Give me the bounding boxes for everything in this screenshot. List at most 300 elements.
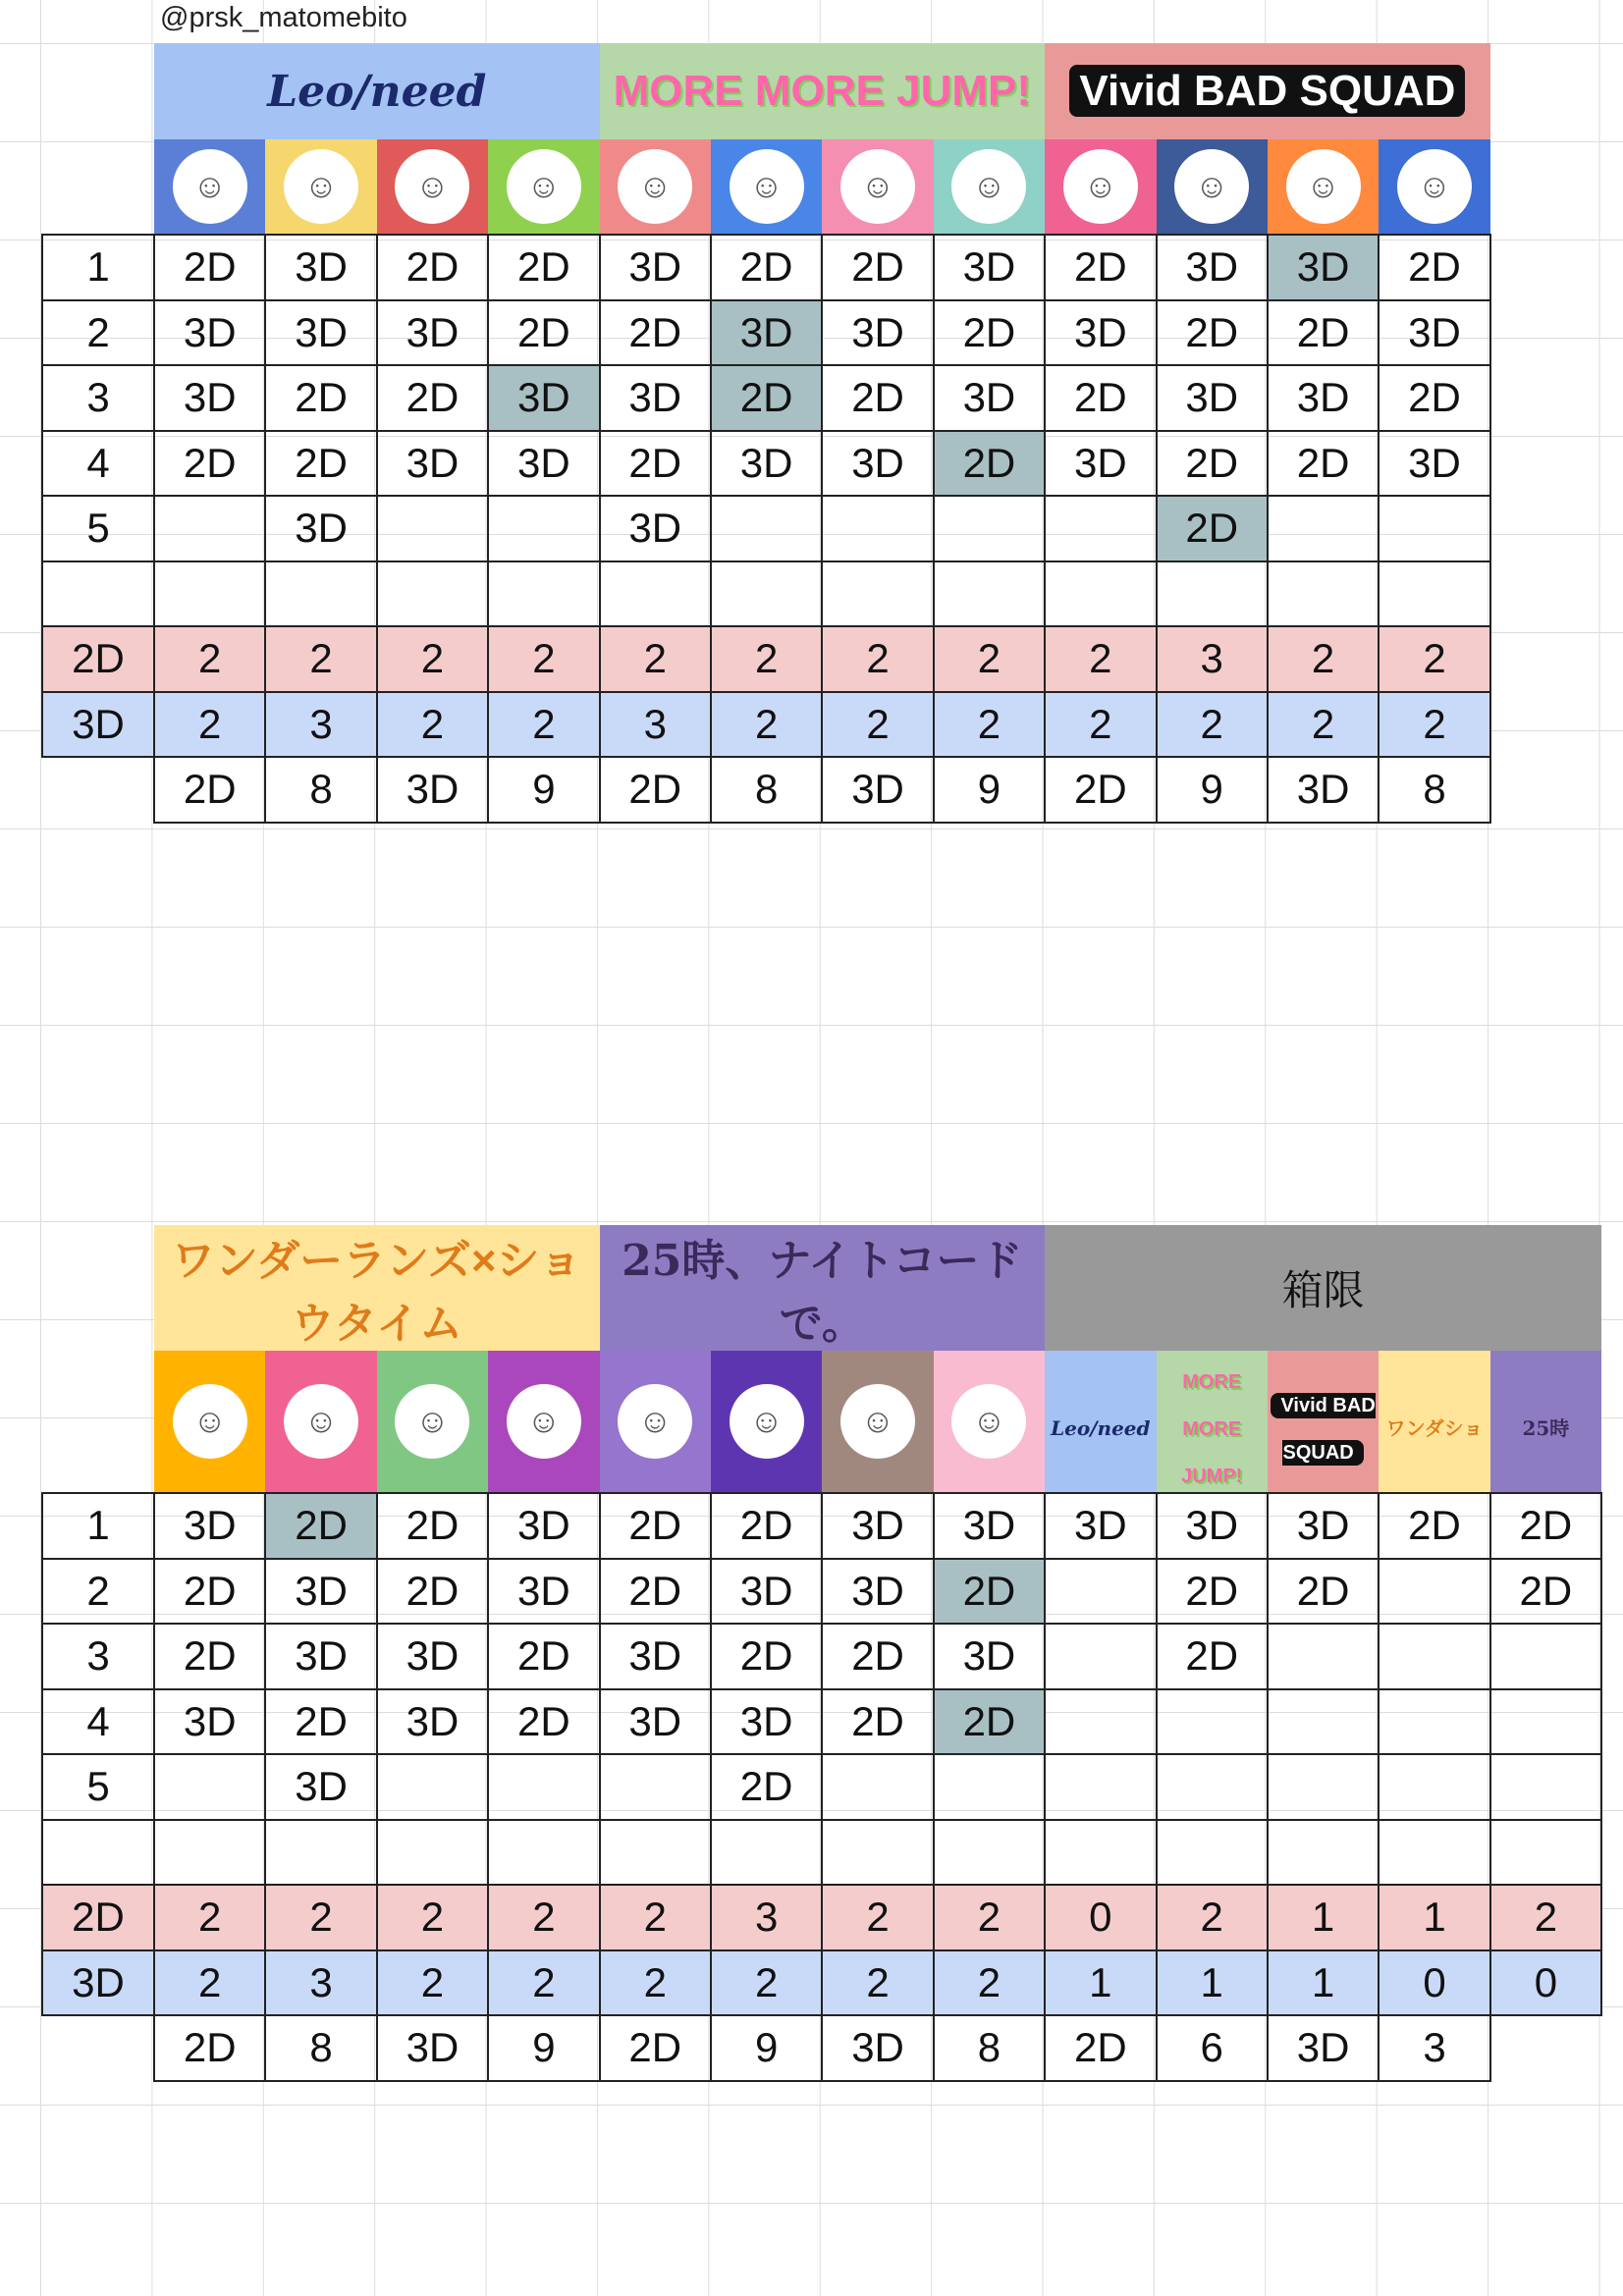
summary-cell: 2D [1045,2015,1156,2081]
row-label: 4 [42,1689,154,1755]
character-avatar-icon: ☺ [173,1384,247,1459]
summary-cell: 2D [154,2015,265,2081]
value-cell [1490,1689,1601,1755]
count_3d-cell: 3 [600,692,711,758]
count_2d-cell: 2 [154,626,265,692]
value-cell: 3D [600,1624,711,1689]
count_2d-row [42,1885,1601,1950]
row-label: 2 [42,300,154,366]
value-cell: 2D [1157,1559,1268,1625]
count_3d-cell: 2 [1268,692,1379,758]
value-cell: 3D [1268,1493,1379,1559]
box-unit-logo: Leo/need [1051,1416,1151,1440]
value-cell: 2D [377,235,488,300]
character-avatar-icon: ☺ [951,1384,1026,1459]
data-row [42,1559,1601,1625]
value-cell [1045,496,1156,561]
count_3d-cell: 2 [711,692,822,758]
character-icon-cell [600,139,711,235]
value-cell [822,1754,933,1820]
corner-cell [42,139,154,235]
value-cell: 2D [934,431,1045,497]
character-avatar-icon: ☺ [951,149,1026,224]
count_2d-row [42,626,1490,692]
value-cell [1045,1689,1156,1755]
character-avatar-icon: ☺ [618,1384,692,1459]
character-icon-cell [1379,139,1489,235]
value-cell [1045,1559,1156,1625]
summary-row [42,2015,1601,2081]
value-cell [822,1820,933,1886]
value-cell: 3D [377,431,488,497]
value-cell: 2D [711,235,822,300]
character-icon-cell [488,139,599,235]
count_2d-cell: 3 [1157,626,1268,692]
row-label: 5 [42,1754,154,1820]
count_2d-cell: 2 [934,1885,1045,1950]
count_2d-cell: 2 [600,1885,711,1950]
value-cell: 3D [1157,365,1268,431]
value-cell: 3D [711,1559,822,1625]
character-icon-cell [265,139,376,235]
count_3d-cell: 2 [488,1950,599,2016]
corner-cell [42,43,154,139]
row-label: 5 [42,496,154,561]
summary-cell: 6 [1157,2015,1268,2081]
value-cell: 2D [154,1559,265,1625]
count_2d-cell: 2 [265,1885,376,1950]
data-row [42,1820,1601,1886]
character-icon-row [42,1351,1601,1493]
summary-cell: 2D [154,757,265,823]
value-cell [377,561,488,627]
value-cell: 3D [377,1624,488,1689]
character-avatar-icon: ☺ [1063,149,1138,224]
value-cell [1379,1820,1489,1886]
value-cell: 3D [1045,431,1156,497]
count_3d-cell: 2 [822,1950,933,2016]
summary-cell: 8 [711,757,822,823]
count_3d-cell: 3 [265,692,376,758]
summary-cell: 9 [488,2015,599,2081]
count_3d-cell: 2 [934,692,1045,758]
summary-cell [1490,2015,1601,2081]
character-avatar-icon: ☺ [395,1384,469,1459]
value-cell: 2D [934,1559,1045,1625]
character-avatar-icon: ☺ [1286,149,1361,224]
count_2d-cell: 2 [1490,1885,1601,1950]
row-label: 3 [42,365,154,431]
value-cell: 3D [154,1493,265,1559]
value-cell: 3D [1379,300,1489,366]
count_3d-cell: 2 [154,1950,265,2016]
value-cell: 3D [934,1624,1045,1689]
value-cell [154,496,265,561]
value-cell: 3D [488,1493,599,1559]
value-cell [822,561,933,627]
unit-header-1 [600,43,1046,139]
value-cell [1268,1689,1379,1755]
count_3d-label: 3D [42,1950,154,2016]
count_2d-cell: 2 [934,626,1045,692]
value-cell: 3D [154,1689,265,1755]
value-cell [1268,1820,1379,1886]
value-cell [265,561,376,627]
value-cell: 2D [600,1559,711,1625]
data-row [42,496,1490,561]
data-row [42,300,1490,366]
summary-cell: 2D [600,2015,711,2081]
data-row [42,365,1490,431]
count_2d-cell: 0 [1045,1885,1156,1950]
count_2d-cell: 1 [1268,1885,1379,1950]
value-cell [1268,561,1379,627]
character-icon-cell [1157,139,1268,235]
data-row [42,1754,1601,1820]
data-row [42,1493,1601,1559]
value-cell [1157,1754,1268,1820]
count_3d-cell: 2 [934,1950,1045,2016]
summary-corner [42,757,154,823]
author-handle: @prsk_matomebito [160,2,407,33]
value-cell [1490,1820,1601,1886]
value-cell: 3D [377,1689,488,1755]
count_3d-cell: 1 [1157,1950,1268,2016]
value-cell: 2D [600,300,711,366]
count_3d-cell: 0 [1379,1950,1489,2016]
character-avatar-icon: ☺ [840,1384,915,1459]
character-icon-cell [822,1351,933,1493]
value-cell: 2D [488,1689,599,1755]
value-cell: 3D [488,431,599,497]
box-unit-logo-cell [1157,1351,1268,1493]
character-icon-cell [600,1351,711,1493]
value-cell [488,561,599,627]
value-cell: 2D [488,235,599,300]
value-cell [488,1820,599,1886]
character-icon-row [42,139,1490,235]
count_2d-cell: 2 [488,1885,599,1950]
value-cell: 2D [600,1493,711,1559]
count_2d-label: 2D [42,1885,154,1950]
value-cell [1157,1820,1268,1886]
value-cell: 3D [711,431,822,497]
unit-header-0 [154,1225,600,1351]
count_3d-cell: 2 [600,1950,711,2016]
count_2d-cell: 2 [600,626,711,692]
summary-cell: 8 [265,2015,376,2081]
value-cell [265,1820,376,1886]
box-unit-logo: MORE MORE JUMP! [1181,1371,1243,1487]
value-cell [377,1820,488,1886]
value-cell: 3D [1157,235,1268,300]
count_3d-cell: 2 [377,692,488,758]
corner-cell [42,1225,154,1351]
count_3d-cell: 0 [1490,1950,1601,2016]
summary-cell: 2D [600,757,711,823]
summary-cell: 3D [1268,757,1379,823]
count_2d-cell: 1 [1379,1885,1489,1950]
value-cell: 2D [1157,431,1268,497]
value-cell: 2D [488,300,599,366]
value-cell: 2D [377,1493,488,1559]
value-cell: 2D [1045,235,1156,300]
value-cell: 2D [1379,365,1489,431]
row-label [42,561,154,627]
summary-cell: 3D [1268,2015,1379,2081]
count_2d-cell: 2 [154,1885,265,1950]
character-icon-cell [377,1351,488,1493]
count_3d-cell: 2 [822,692,933,758]
summary-cell: 9 [488,757,599,823]
character-icon-cell [822,139,933,235]
data-row [42,235,1490,300]
value-cell: 2D [711,1493,822,1559]
summary-corner [42,2015,154,2081]
character-avatar-icon: ☺ [1174,149,1249,224]
value-cell: 3D [488,365,599,431]
unit-logo: 箱限 [1281,1267,1365,1313]
value-cell [377,1754,488,1820]
box-unit-logo-cell [1268,1351,1379,1493]
character-icon-cell [1045,139,1156,235]
summary-cell: 3 [1379,2015,1489,2081]
value-cell: 2D [1268,1559,1379,1625]
value-cell: 2D [265,1689,376,1755]
value-cell: 3D [265,1624,376,1689]
value-cell: 3D [265,496,376,561]
value-cell: 3D [822,1493,933,1559]
value-cell [934,561,1045,627]
value-cell: 2D [822,365,933,431]
value-cell: 3D [934,1493,1045,1559]
count_3d-cell: 2 [711,1950,822,2016]
character-avatar-icon: ☺ [395,149,469,224]
value-cell [822,496,933,561]
count_3d-cell: 2 [488,692,599,758]
value-cell [154,1820,265,1886]
character-icon-cell [711,1351,822,1493]
summary-cell: 8 [265,757,376,823]
value-cell: 2D [711,365,822,431]
value-cell [488,1754,599,1820]
value-cell: 3D [488,1559,599,1625]
character-avatar-icon: ☺ [507,149,581,224]
value-cell: 3D [265,300,376,366]
value-cell [1379,1754,1489,1820]
value-cell: 2D [711,1754,822,1820]
box-unit-logo-cell [1490,1351,1601,1493]
value-cell: 3D [600,235,711,300]
value-cell: 2D [1268,300,1379,366]
count_3d-cell: 2 [1157,692,1268,758]
value-cell [1379,1559,1489,1625]
unit-logo: Vivid BAD SQUAD [1069,65,1465,117]
value-cell: 2D [822,1624,933,1689]
count_3d-cell: 3 [265,1950,376,2016]
value-cell [934,1754,1045,1820]
unit-logo: Leo/need [267,66,487,117]
value-cell: 2D [1490,1493,1601,1559]
summary-row [42,757,1490,823]
count_3d-cell: 1 [1045,1950,1156,2016]
value-cell [1268,496,1379,561]
character-icon-cell [265,1351,376,1493]
unit-logo: 25時、ナイトコードで。 [622,1236,1023,1349]
count_2d-cell: 2 [1157,1885,1268,1950]
value-cell: 2D [1379,1493,1489,1559]
value-cell [711,561,822,627]
summary-cell: 8 [934,2015,1045,2081]
value-cell [934,1820,1045,1886]
summary-cell: 9 [711,2015,822,2081]
value-cell [1379,496,1489,561]
value-cell [154,1754,265,1820]
row-label: 1 [42,235,154,300]
value-cell: 3D [600,496,711,561]
value-cell: 3D [154,365,265,431]
row-label [42,1820,154,1886]
value-cell: 2D [154,1624,265,1689]
count_3d-cell: 2 [1045,692,1156,758]
summary-cell: 3D [822,757,933,823]
unit-logo: ワンダーランズ×ショウタイム [171,1237,582,1348]
character-avatar-icon: ☺ [730,1384,804,1459]
count_2d-cell: 2 [822,1885,933,1950]
count_2d-cell: 3 [711,1885,822,1950]
box-unit-logo-cell [1045,1351,1156,1493]
unit-header-0 [154,43,600,139]
count_3d-label: 3D [42,692,154,758]
value-cell: 2D [265,431,376,497]
character-avatar-icon: ☺ [284,1384,358,1459]
value-cell [377,496,488,561]
value-cell: 3D [934,235,1045,300]
value-cell: 2D [265,1493,376,1559]
count_2d-cell: 2 [711,626,822,692]
row-label: 3 [42,1624,154,1689]
value-cell: 2D [1157,1624,1268,1689]
value-cell [1045,561,1156,627]
data-row [42,561,1490,627]
value-cell: 3D [265,235,376,300]
character-icon-cell [934,139,1045,235]
value-cell [1490,1754,1601,1820]
count_3d-row [42,692,1490,758]
value-cell [1379,1624,1489,1689]
table-bottom [41,1225,1602,2082]
character-icon-cell [488,1351,599,1493]
value-cell: 3D [1268,365,1379,431]
value-cell: 2D [1157,496,1268,561]
character-avatar-icon: ☺ [507,1384,581,1459]
data-row [42,431,1490,497]
value-cell: 2D [154,235,265,300]
value-cell: 3D [822,300,933,366]
value-cell: 3D [711,300,822,366]
count_3d-cell: 2 [1379,692,1489,758]
value-cell [711,1820,822,1886]
value-cell: 2D [934,300,1045,366]
value-cell: 2D [377,365,488,431]
count_2d-cell: 2 [377,626,488,692]
value-cell: 2D [1268,431,1379,497]
character-avatar-icon: ☺ [284,149,358,224]
character-avatar-icon: ☺ [173,149,247,224]
value-cell [1379,561,1489,627]
value-cell [1045,1624,1156,1689]
value-cell: 3D [822,431,933,497]
value-cell [1045,1820,1156,1886]
value-cell: 2D [154,431,265,497]
count_3d-cell: 2 [154,692,265,758]
character-avatar-icon: ☺ [1397,149,1472,224]
character-icon-cell [1268,139,1379,235]
value-cell [1268,1624,1379,1689]
value-cell: 2D [265,365,376,431]
character-avatar-icon: ☺ [618,149,692,224]
box-unit-logo: ワンダショ [1385,1418,1484,1440]
value-cell: 2D [488,1624,599,1689]
value-cell [934,496,1045,561]
value-cell [600,1754,711,1820]
character-icon-cell [377,139,488,235]
count_2d-cell: 2 [1268,626,1379,692]
value-cell: 3D [265,1559,376,1625]
character-avatar-icon: ☺ [730,149,804,224]
box-unit-logo: Vivid BAD SQUAD [1271,1393,1375,1466]
value-cell: 2D [600,431,711,497]
character-icon-cell [154,139,265,235]
value-cell: 3D [822,1559,933,1625]
corner-cell [42,1351,154,1493]
value-cell [600,561,711,627]
row-label: 1 [42,1493,154,1559]
unit-header-2 [1045,1225,1601,1351]
box-unit-logo: 25時 [1522,1416,1570,1440]
summary-cell: 8 [1379,757,1489,823]
value-cell: 3D [1045,1493,1156,1559]
value-cell: 3D [265,1754,376,1820]
value-cell: 2D [1045,365,1156,431]
value-cell [1045,1754,1156,1820]
value-cell: 3D [1157,1493,1268,1559]
count_3d-cell: 1 [1268,1950,1379,2016]
value-cell: 2D [711,1624,822,1689]
summary-cell: 3D [822,2015,933,2081]
count_2d-cell: 2 [1379,626,1489,692]
value-cell: 2D [1379,235,1489,300]
box-unit-logo-cell [1379,1351,1489,1493]
character-icon-cell [154,1351,265,1493]
value-cell: 3D [1045,300,1156,366]
count_2d-cell: 2 [1045,626,1156,692]
count_2d-cell: 2 [822,626,933,692]
value-cell: 3D [711,1689,822,1755]
character-avatar-icon: ☺ [840,149,915,224]
unit-header-row [42,1225,1601,1351]
count_3d-cell: 2 [377,1950,488,2016]
unit-header-2 [1045,43,1490,139]
unit-logo: MORE MORE JUMP! [613,67,1032,115]
unit-header-1 [600,1225,1046,1351]
value-cell: 3D [1379,431,1489,497]
row-label: 2 [42,1559,154,1625]
count_2d-cell: 2 [377,1885,488,1950]
table-top [41,43,1491,824]
value-cell: 2D [934,1689,1045,1755]
value-cell: 3D [600,1689,711,1755]
